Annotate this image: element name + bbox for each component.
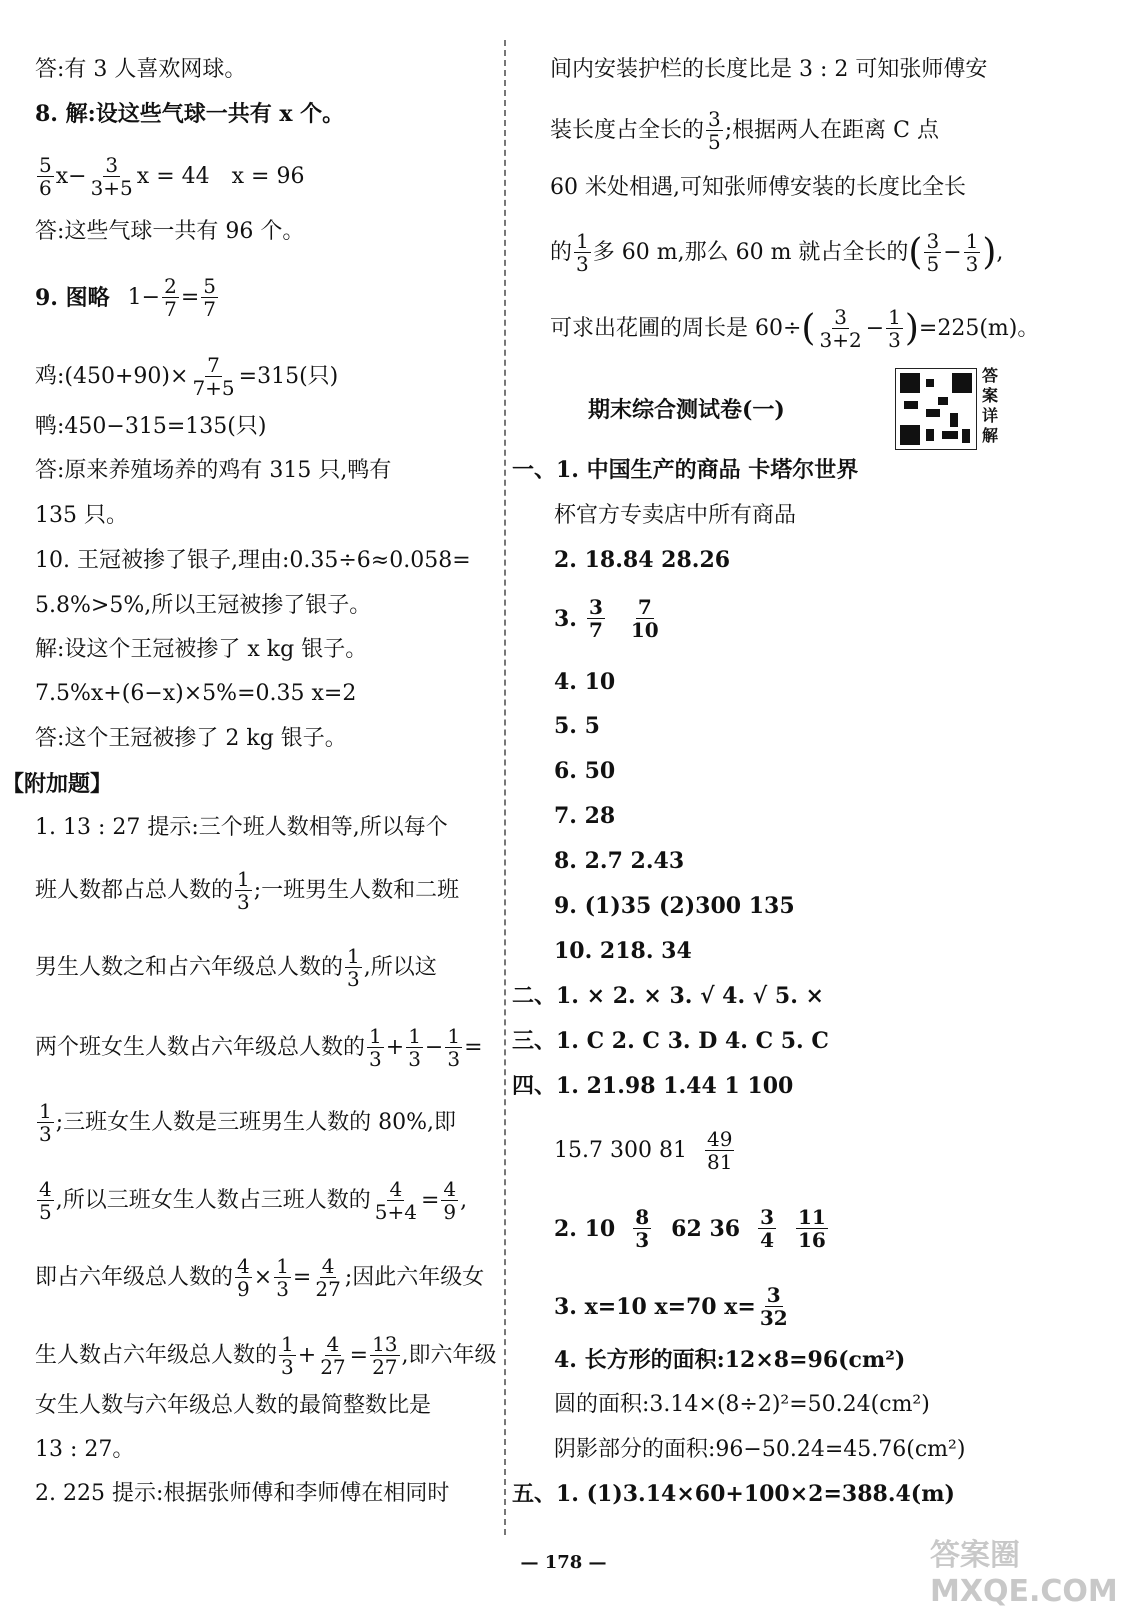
answer-line: 10. 218. 34 (554, 938, 692, 964)
bonus-line: 男生人数之和占六年级总人数的 $\frac{1}{3}$ ,所以这 (35, 944, 437, 991)
answer-line: 9. (1)35 (2)300 135 (554, 893, 795, 919)
answer-line: 8. 2.7 2.43 (554, 848, 685, 874)
answer-line: 答:原来养殖场养的鸡有 315 只,鸭有 (35, 458, 392, 483)
section-title: 期末综合测试卷(一) (588, 397, 785, 423)
q10-line: 7.5%x+(6−x)×5%=0.35 x=2 (35, 681, 357, 706)
column-divider (504, 40, 506, 1535)
answer-line: 答:有 3 人喜欢网球。 (35, 57, 247, 82)
bonus-line: $\frac{4}{5}$ ,所以三班女生人数占三班人数的 $\frac{4}{5+4}$ = $\frac{4}{9}$ , (39, 1177, 468, 1224)
q8-line: 8. 解:设这些气球一共有 x 个。 (35, 101, 345, 127)
qr-code-icon[interactable] (895, 368, 977, 450)
answer-line: 四、1. 21.98 1.44 1 100 (512, 1073, 794, 1099)
q10-line: 10. 王冠被掺了银子,理由:0.35÷6≈0.058= (35, 548, 471, 573)
answer-line: 15.7 300 81 $\frac{49}{81}$ (554, 1127, 733, 1174)
bonus-line: 两个班女生人数占六年级总人数的 $\frac{1}{3}$ + $\frac{1}{3}$ − $\frac{1}{3}$ = (35, 1024, 483, 1071)
bonus-line: 班人数都占总人数的 $\frac{1}{3}$ ;一班男生人数和二班 (35, 867, 460, 914)
q10-line: 解:设这个王冠被掺了 x kg 银子。 (35, 637, 368, 662)
answer-line: 阴影部分的面积:96−50.24=45.76(cm²) (554, 1437, 966, 1462)
bonus-heading: 【附加题】 (2, 771, 113, 797)
bonus-line: 女生人数与六年级总人数的最简整数比是 (35, 1393, 432, 1418)
fraction: $\frac{3}{3+5}$ (90, 153, 133, 200)
page-number: — 178 — (520, 1552, 607, 1573)
answer-line: 3. $\frac{3}{7}$ $\frac{7}{10}$ (554, 595, 659, 642)
answer-line: 一、1. 中国生产的商品 卡塔尔世界 (512, 457, 859, 483)
answer-line: 二、1. × 2. × 3. √ 4. √ 5. × (512, 983, 824, 1009)
answer-line: 2. 10 $\frac{8}{3}$ 62 36 $\frac{3}{4}$ $\frac{11}{16}$ (554, 1205, 826, 1252)
hint-line: 间内安装护栏的长度比是 3 : 2 可知张师傅安 (550, 57, 988, 82)
hint-line: 装长度占全长的 $\frac{3}{5}$ ;根据两人在距离 C 点 (550, 107, 939, 154)
watermark-logo: 答案圈 MXQE.COM (930, 1538, 1118, 1609)
answer-line: 杯官方专卖店中所有商品 (554, 503, 797, 528)
equation-line: $\frac{5}{6}$ x− $\frac{3}{3+5}$ x = 44 x = 96 (39, 153, 305, 200)
hint-line: 的 $\frac{1}{3}$ 多 60 m,那么 60 m 就占全长的 ( $\frac{3}{5}$ − $\frac{1}{3}$ ) , (550, 229, 1004, 276)
answer-line: 6. 50 (554, 758, 616, 784)
answer-line: 4. 长方形的面积:12×8=96(cm²) (554, 1347, 906, 1373)
answer-line: 答:这个王冠被掺了 2 kg 银子。 (35, 726, 347, 751)
duck-line: 鸭:450−315=135(只) (35, 414, 267, 439)
bonus-line: 生人数占六年级总人数的 $\frac{1}{3}$ + $\frac{4}{27}$ = $\frac{13}{27}$ ,即六年级 (35, 1332, 497, 1379)
answer-line: 3. x=10 x=70 x= $\frac{3}{32}$ (554, 1283, 788, 1330)
answer-line: 4. 10 (554, 669, 616, 695)
answer-line: 5. 5 (554, 713, 600, 739)
answer-line: 五、1. (1)3.14×60+100×2=388.4(m) (512, 1481, 955, 1507)
answer-line: 答:这些气球一共有 96 个。 (35, 219, 305, 244)
qr-label: 答案详解 (982, 366, 999, 445)
bonus-line: 2. 225 提示:根据张师傅和李师傅在相同时 (35, 1481, 450, 1506)
answer-line: 135 只。 (35, 503, 128, 528)
answer-line: 三、1. C 2. C 3. D 4. C 5. C (512, 1028, 829, 1054)
bonus-line: $\frac{1}{3}$ ;三班女生人数是三班男生人数的 80%,即 (39, 1099, 457, 1146)
hint-line: 可求出花圃的周长是 60÷ ( $\frac{3}{3+2}$ − $\frac{1}{3}$ ) =225(m)。 (550, 305, 1040, 352)
bonus-line: 即占六年级总人数的 $\frac{4}{9}$ × $\frac{1}{3}$ = $\frac{4}{27}$ ;因此六年级女 (35, 1254, 485, 1301)
answer-line: 圆的面积:3.14×(8÷2)²=50.24(cm²) (554, 1392, 930, 1417)
q10-line: 5.8%>5%,所以王冠被掺了银子。 (35, 593, 372, 618)
q9-line: 9. 图略 1− $\frac{2}{7}$ = $\frac{5}{7}$ (35, 274, 216, 321)
chicken-line: 鸡:(450+90)× $\frac{7}{7+5}$ =315(只) (35, 353, 339, 400)
bonus-line: 1. 13 : 27 提示:三个班人数相等,所以每个 (35, 815, 448, 840)
hint-line: 60 米处相遇,可知张师傅安装的长度比全长 (550, 175, 966, 200)
answer-line: 7. 28 (554, 803, 616, 829)
answer-line: 2. 18.84 28.26 (554, 547, 731, 573)
bonus-line: 13 : 27。 (35, 1437, 135, 1462)
fraction: $\frac{5}{6}$ (39, 153, 52, 200)
